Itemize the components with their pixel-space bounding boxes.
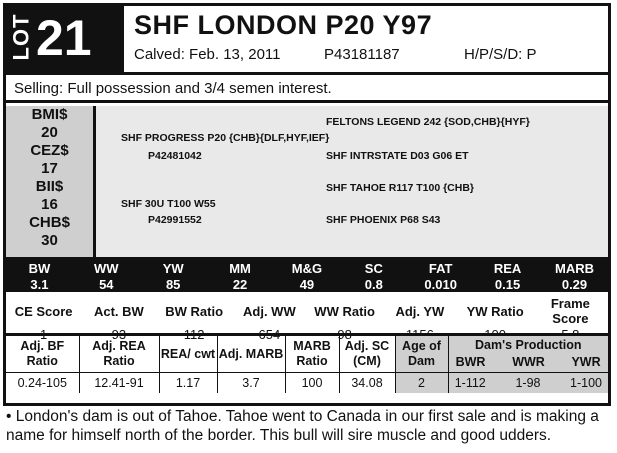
age-of-dam-value: 2 [395, 373, 448, 394]
epd-label: FAT [407, 260, 474, 276]
dam-registration: P42991552 [148, 214, 202, 226]
sire: SHF PROGRESS P20 {CHB}{DLF,HYF,IEF} [121, 132, 330, 144]
carcass-value: 12.41-91 [79, 373, 159, 394]
bii-label: BII$ [35, 178, 64, 195]
index-values [6, 106, 96, 257]
performance-value: 93 [111, 326, 127, 342]
dam-dam: SHF PHOENIX P68 S43 [326, 214, 441, 226]
selling-terms: Selling: Full possession and 3/4 semen interest. [6, 75, 608, 103]
dam-production-header [448, 335, 608, 373]
lot-number: 21 [36, 10, 92, 66]
bmi-value: 20 [41, 124, 58, 141]
dam-production-title: Dam's Production [475, 338, 582, 352]
epd-table [6, 260, 608, 292]
epd-label: BW [6, 260, 73, 276]
carcass-label: Adj. BF Ratio [6, 335, 79, 373]
lot-card [3, 3, 611, 406]
carcass-label: REA/ cwt [159, 335, 217, 373]
dam-sire: SHF TAHOE R117 T100 {CHB} [326, 182, 475, 194]
carcass-labels-row [6, 335, 608, 373]
sire-registration: P42481042 [148, 150, 202, 162]
epd-label: SC [340, 260, 407, 276]
footnote: • London's dam is out of Tahoe. Tahoe went to Canada in our first sale and is making a name for himself north of the border. This bull will sire muscle and good udders. [6, 408, 599, 444]
carcass-value: 0.24-105 [6, 373, 79, 394]
performance-value: 98 [337, 326, 352, 342]
epd-value: 0.8 [340, 276, 407, 292]
performance-value: 1 [40, 326, 48, 342]
carcass-table [6, 333, 608, 393]
epd-labels-row [6, 260, 608, 276]
lot-number-box [6, 6, 124, 72]
pedigree-section [6, 106, 608, 260]
carcass-values-row [6, 373, 608, 394]
epd-value: 0.010 [407, 276, 474, 292]
bii-value: 16 [41, 196, 58, 213]
epd-label: MM [207, 260, 274, 276]
chb-value: 30 [41, 232, 58, 249]
performance-label: WW Ratio [314, 303, 375, 319]
dam: SHF 30U T100 W55 [121, 198, 216, 210]
carcass-label: Adj. SC (CM) [339, 335, 395, 373]
lot-label: LOT [8, 13, 33, 61]
cez-value: 17 [41, 160, 58, 177]
horn-status: H/P/S/D: P [464, 46, 537, 63]
carcass-label: MARB Ratio [285, 335, 339, 373]
performance-label: Adj. YW [395, 303, 445, 319]
performance-labels-row [6, 296, 608, 326]
sire-dam: SHF INTRSTATE D03 G06 ET [326, 150, 469, 162]
epd-value: 54 [73, 276, 140, 292]
epd-value: 85 [140, 276, 207, 292]
performance-label: Adj. WW [243, 303, 296, 319]
epd-value: 0.15 [474, 276, 541, 292]
performance-label: Frame Score [550, 296, 590, 326]
performance-label: Act. BW [93, 303, 144, 319]
carcass-value: 100 [285, 373, 339, 394]
sire-sire: FELTONS LEGEND 242 {SOD,CHB}{HYF} [326, 116, 530, 128]
performance-label: CE Score [14, 303, 73, 319]
epd-label: REA [474, 260, 541, 276]
cez-label: CEZ$ [30, 142, 69, 159]
carcass-label: Adj. REA Ratio [79, 335, 159, 373]
bwr-label: BWR [455, 355, 486, 369]
carcass-value: 34.08 [339, 373, 395, 394]
epd-value: 3.1 [6, 276, 73, 292]
epd-label: YW [140, 260, 207, 276]
performance-label: YW Ratio [466, 303, 524, 319]
epd-label: WW [73, 260, 140, 276]
registration-number: P43181187 [324, 46, 400, 63]
ywr-label: YWR [571, 355, 601, 369]
carcass-value: 3.7 [217, 373, 285, 394]
lot-header [6, 6, 608, 75]
epd-value: 22 [207, 276, 274, 292]
epd-value: 49 [274, 276, 341, 292]
epd-label: MARB [541, 260, 608, 276]
calved-date: Calved: Feb. 13, 2011 [134, 46, 281, 63]
bmi-label: BMI$ [31, 106, 68, 123]
carcass-value: 1.17 [159, 373, 217, 394]
ywr-value: 1-100 [564, 373, 608, 394]
wwr-value: 1-98 [492, 373, 564, 394]
epd-label: M&G [274, 260, 341, 276]
performance-value: 112 [183, 326, 205, 342]
epd-values-row [6, 276, 608, 292]
bwr-value: 1-112 [448, 373, 492, 394]
performance-label: BW Ratio [165, 303, 224, 319]
epd-value: 0.29 [541, 276, 608, 292]
performance-value: 654 [258, 326, 281, 342]
wwr-label: WWR [512, 355, 545, 369]
chb-label: CHB$ [29, 214, 70, 231]
animal-name: SHF LONDON P20 Y97 [134, 10, 433, 40]
age-of-dam-label: Age of Dam [395, 335, 448, 373]
carcass-label: Adj. MARB [217, 335, 285, 373]
